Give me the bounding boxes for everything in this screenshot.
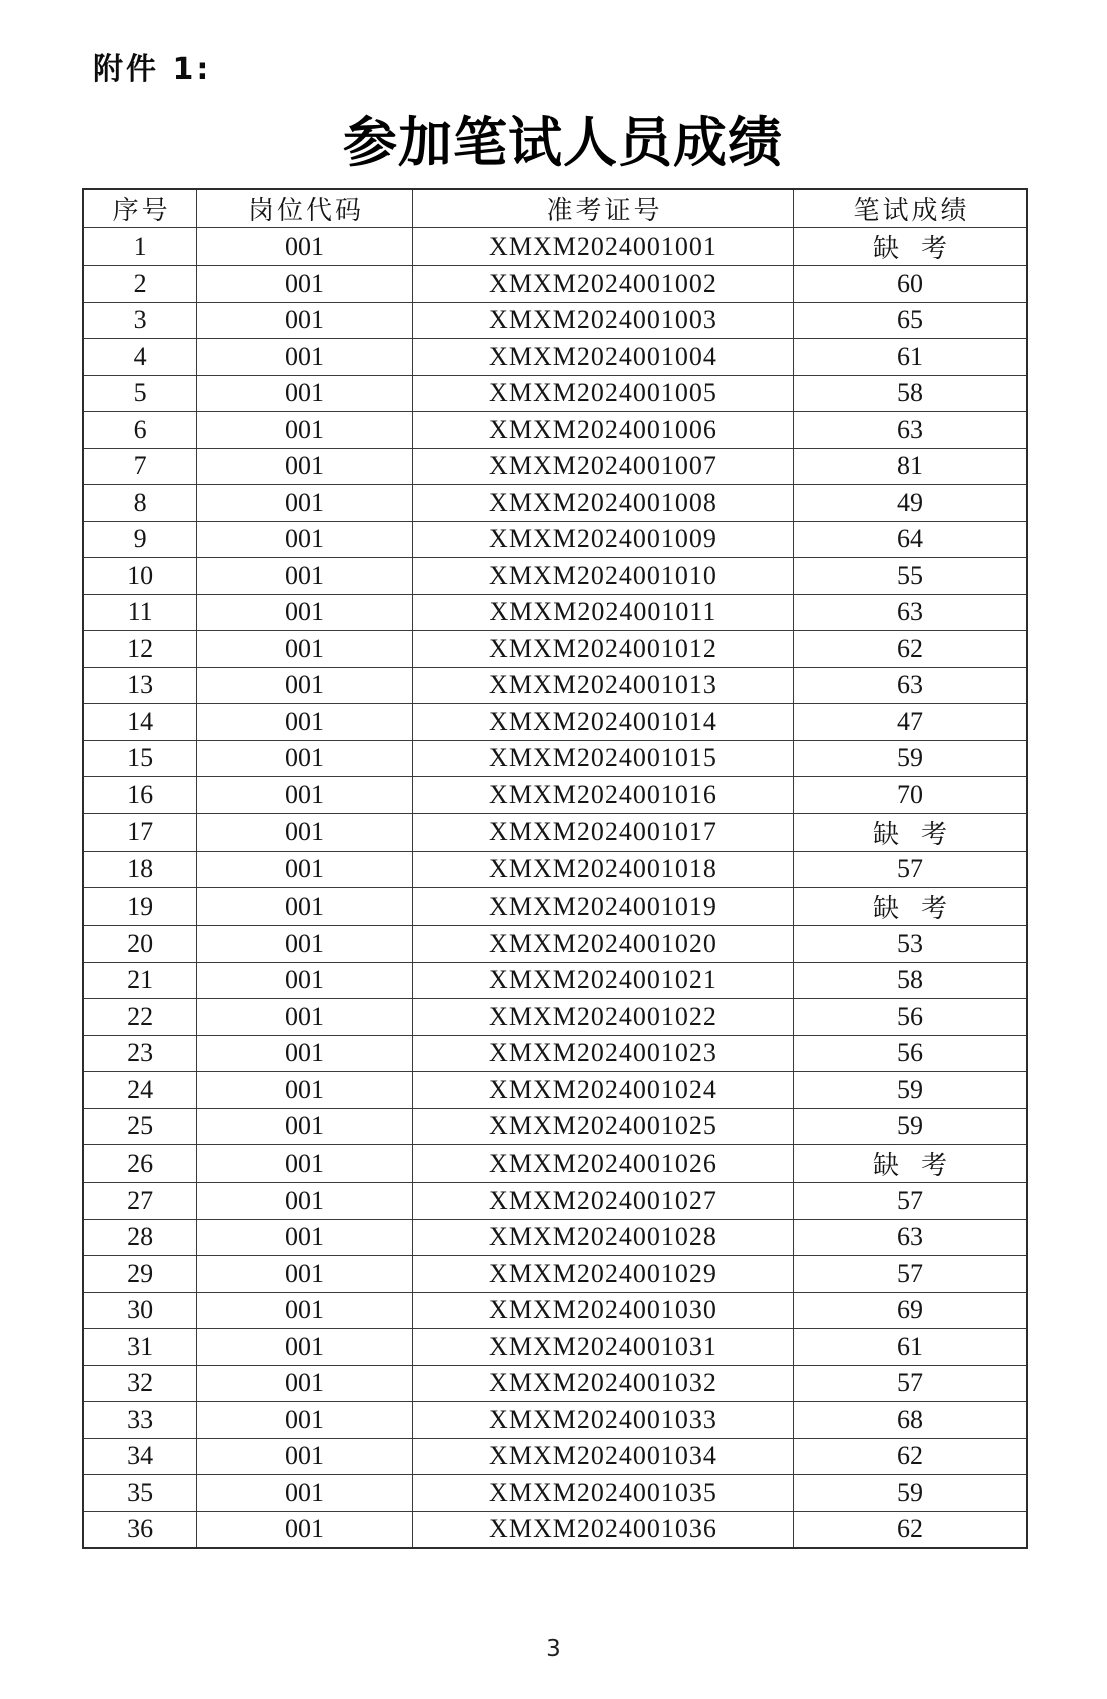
table-row <box>83 1108 1027 1145</box>
table-row <box>83 1072 1027 1109</box>
score-cell: 59 <box>794 1108 1027 1145</box>
table-row <box>83 813 1027 851</box>
ticket-cell: XMXM2024001028 <box>412 1219 793 1256</box>
score-cell: 57 <box>794 1365 1027 1402</box>
post-code-cell: 001 <box>197 521 413 558</box>
post-code-cell: 001 <box>197 448 413 485</box>
ticket-cell: XMXM2024001001 <box>412 228 793 266</box>
post-code-cell: 001 <box>197 1292 413 1329</box>
serial-cell: 27 <box>83 1183 197 1220</box>
post-code-cell: 001 <box>197 1256 413 1293</box>
post-code-cell: 001 <box>197 1329 413 1366</box>
score-cell: 缺考 <box>794 813 1027 851</box>
serial-cell: 5 <box>83 375 197 412</box>
ticket-cell: XMXM2024001010 <box>412 558 793 595</box>
serial-cell: 20 <box>83 926 197 963</box>
serial-cell: 18 <box>83 851 197 888</box>
post-code-cell: 001 <box>197 888 413 926</box>
table-row <box>83 1183 1027 1220</box>
post-code-cell: 001 <box>197 1035 413 1072</box>
post-code-cell: 001 <box>197 777 413 814</box>
serial-cell: 15 <box>83 740 197 777</box>
table-row <box>83 926 1027 963</box>
table-row <box>83 521 1027 558</box>
post-code-cell: 001 <box>197 266 413 303</box>
serial-cell: 22 <box>83 999 197 1036</box>
serial-cell: 33 <box>83 1402 197 1439</box>
post-code-cell: 001 <box>197 1511 413 1548</box>
table-row <box>83 594 1027 631</box>
post-code-cell: 001 <box>197 740 413 777</box>
table-row <box>83 999 1027 1036</box>
score-cell: 61 <box>794 339 1027 376</box>
post-code-cell: 001 <box>197 558 413 595</box>
score-cell: 缺考 <box>794 888 1027 926</box>
ticket-cell: XMXM2024001007 <box>412 448 793 485</box>
table-row <box>83 777 1027 814</box>
post-code-cell: 001 <box>197 1183 413 1220</box>
score-cell: 55 <box>794 558 1027 595</box>
column-header-score: 笔试成绩 <box>794 189 1027 228</box>
serial-cell: 30 <box>83 1292 197 1329</box>
table-body <box>83 228 1027 1549</box>
serial-cell: 35 <box>83 1475 197 1512</box>
score-cell: 81 <box>794 448 1027 485</box>
table-row <box>83 266 1027 303</box>
score-cell: 56 <box>794 1035 1027 1072</box>
header-row <box>83 189 1027 228</box>
score-cell: 60 <box>794 266 1027 303</box>
score-cell: 59 <box>794 1072 1027 1109</box>
serial-cell: 25 <box>83 1108 197 1145</box>
serial-cell: 13 <box>83 667 197 704</box>
serial-cell: 19 <box>83 888 197 926</box>
post-code-cell: 001 <box>197 1145 413 1183</box>
post-code-cell: 001 <box>197 667 413 704</box>
score-cell: 64 <box>794 521 1027 558</box>
ticket-cell: XMXM2024001032 <box>412 1365 793 1402</box>
serial-cell: 32 <box>83 1365 197 1402</box>
table-row <box>83 667 1027 704</box>
ticket-cell: XMXM2024001030 <box>412 1292 793 1329</box>
serial-cell: 3 <box>83 302 197 339</box>
score-cell: 63 <box>794 1219 1027 1256</box>
table-row <box>83 485 1027 522</box>
table-row <box>83 1365 1027 1402</box>
serial-cell: 8 <box>83 485 197 522</box>
score-cell: 61 <box>794 1329 1027 1366</box>
ticket-cell: XMXM2024001006 <box>412 412 793 449</box>
table-row <box>83 558 1027 595</box>
post-code-cell: 001 <box>197 1108 413 1145</box>
ticket-cell: XMXM2024001003 <box>412 302 793 339</box>
ticket-cell: XMXM2024001024 <box>412 1072 793 1109</box>
post-code-cell: 001 <box>197 1402 413 1439</box>
ticket-cell: XMXM2024001027 <box>412 1183 793 1220</box>
score-cell: 47 <box>794 704 1027 741</box>
ticket-cell: XMXM2024001023 <box>412 1035 793 1072</box>
table-row <box>83 1438 1027 1475</box>
serial-cell: 2 <box>83 266 197 303</box>
score-cell: 70 <box>794 777 1027 814</box>
column-header-ticket: 准考证号 <box>412 189 793 228</box>
table-row <box>83 1256 1027 1293</box>
score-cell: 56 <box>794 999 1027 1036</box>
score-cell: 65 <box>794 302 1027 339</box>
post-code-cell: 001 <box>197 594 413 631</box>
post-code-cell: 001 <box>197 485 413 522</box>
ticket-cell: XMXM2024001036 <box>412 1511 793 1548</box>
post-code-cell: 001 <box>197 704 413 741</box>
serial-cell: 28 <box>83 1219 197 1256</box>
post-code-cell: 001 <box>197 999 413 1036</box>
serial-cell: 16 <box>83 777 197 814</box>
table-row <box>83 888 1027 926</box>
post-code-cell: 001 <box>197 375 413 412</box>
ticket-cell: XMXM2024001022 <box>412 999 793 1036</box>
score-cell: 58 <box>794 375 1027 412</box>
score-cell: 57 <box>794 1183 1027 1220</box>
table-row <box>83 1329 1027 1366</box>
table-row <box>83 1511 1027 1548</box>
score-cell: 57 <box>794 1256 1027 1293</box>
table-row <box>83 339 1027 376</box>
post-code-cell: 001 <box>197 302 413 339</box>
post-code-cell: 001 <box>197 1438 413 1475</box>
ticket-cell: XMXM2024001021 <box>412 962 793 999</box>
serial-cell: 36 <box>83 1511 197 1548</box>
post-code-cell: 001 <box>197 926 413 963</box>
column-header-serial: 序号 <box>83 189 197 228</box>
table-row <box>83 1475 1027 1512</box>
serial-cell: 11 <box>83 594 197 631</box>
score-cell: 62 <box>794 1511 1027 1548</box>
post-code-cell: 001 <box>197 813 413 851</box>
ticket-cell: XMXM2024001016 <box>412 777 793 814</box>
score-cell: 49 <box>794 485 1027 522</box>
serial-cell: 7 <box>83 448 197 485</box>
score-cell: 59 <box>794 1475 1027 1512</box>
table-row <box>83 412 1027 449</box>
serial-cell: 10 <box>83 558 197 595</box>
table-row <box>83 448 1027 485</box>
ticket-cell: XMXM2024001026 <box>412 1145 793 1183</box>
ticket-cell: XMXM2024001012 <box>412 631 793 668</box>
score-cell: 68 <box>794 1402 1027 1439</box>
table-row <box>83 631 1027 668</box>
ticket-cell: XMXM2024001035 <box>412 1475 793 1512</box>
serial-cell: 14 <box>83 704 197 741</box>
ticket-cell: XMXM2024001019 <box>412 888 793 926</box>
ticket-cell: XMXM2024001013 <box>412 667 793 704</box>
ticket-cell: XMXM2024001008 <box>412 485 793 522</box>
table-header <box>83 189 1027 228</box>
ticket-cell: XMXM2024001025 <box>412 1108 793 1145</box>
serial-cell: 23 <box>83 1035 197 1072</box>
score-cell: 缺考 <box>794 228 1027 266</box>
ticket-cell: XMXM2024001002 <box>412 266 793 303</box>
table-row <box>83 1145 1027 1183</box>
serial-cell: 34 <box>83 1438 197 1475</box>
table-row <box>83 228 1027 266</box>
ticket-cell: XMXM2024001014 <box>412 704 793 741</box>
serial-cell: 17 <box>83 813 197 851</box>
serial-cell: 24 <box>83 1072 197 1109</box>
post-code-cell: 001 <box>197 1072 413 1109</box>
score-cell: 59 <box>794 740 1027 777</box>
serial-cell: 12 <box>83 631 197 668</box>
score-cell: 63 <box>794 412 1027 449</box>
serial-cell: 26 <box>83 1145 197 1183</box>
serial-cell: 31 <box>83 1329 197 1366</box>
serial-cell: 6 <box>83 412 197 449</box>
ticket-cell: XMXM2024001018 <box>412 851 793 888</box>
table-row <box>83 302 1027 339</box>
column-header-post-code: 岗位代码 <box>197 189 413 228</box>
ticket-cell: XMXM2024001009 <box>412 521 793 558</box>
table-row <box>83 851 1027 888</box>
ticket-cell: XMXM2024001034 <box>412 1438 793 1475</box>
score-cell: 62 <box>794 631 1027 668</box>
ticket-cell: XMXM2024001015 <box>412 740 793 777</box>
post-code-cell: 001 <box>197 851 413 888</box>
table-row <box>83 704 1027 741</box>
score-cell: 62 <box>794 1438 1027 1475</box>
score-cell: 53 <box>794 926 1027 963</box>
post-code-cell: 001 <box>197 412 413 449</box>
serial-cell: 1 <box>83 228 197 266</box>
table-row <box>83 1402 1027 1439</box>
score-cell: 69 <box>794 1292 1027 1329</box>
serial-cell: 4 <box>83 339 197 376</box>
table-row <box>83 1292 1027 1329</box>
post-code-cell: 001 <box>197 1475 413 1512</box>
ticket-cell: XMXM2024001004 <box>412 339 793 376</box>
post-code-cell: 001 <box>197 339 413 376</box>
serial-cell: 21 <box>83 962 197 999</box>
page-number: 3 <box>546 1636 561 1662</box>
post-code-cell: 001 <box>197 631 413 668</box>
ticket-cell: XMXM2024001033 <box>412 1402 793 1439</box>
attachment-label: 附件 1: <box>93 52 212 87</box>
ticket-cell: XMXM2024001011 <box>412 594 793 631</box>
ticket-cell: XMXM2024001005 <box>412 375 793 412</box>
post-code-cell: 001 <box>197 1365 413 1402</box>
post-code-cell: 001 <box>197 228 413 266</box>
score-cell: 63 <box>794 667 1027 704</box>
ticket-cell: XMXM2024001031 <box>412 1329 793 1366</box>
serial-cell: 9 <box>83 521 197 558</box>
score-table <box>82 188 1028 1549</box>
post-code-cell: 001 <box>197 1219 413 1256</box>
table-row <box>83 375 1027 412</box>
table-row <box>83 962 1027 999</box>
ticket-cell: XMXM2024001020 <box>412 926 793 963</box>
score-cell: 63 <box>794 594 1027 631</box>
serial-cell: 29 <box>83 1256 197 1293</box>
table-row <box>83 740 1027 777</box>
score-cell: 57 <box>794 851 1027 888</box>
ticket-cell: XMXM2024001029 <box>412 1256 793 1293</box>
score-cell: 缺考 <box>794 1145 1027 1183</box>
post-code-cell: 001 <box>197 962 413 999</box>
page-title: 参加笔试人员成绩 <box>343 113 783 173</box>
ticket-cell: XMXM2024001017 <box>412 813 793 851</box>
table-row <box>83 1035 1027 1072</box>
table-row <box>83 1219 1027 1256</box>
score-cell: 58 <box>794 962 1027 999</box>
